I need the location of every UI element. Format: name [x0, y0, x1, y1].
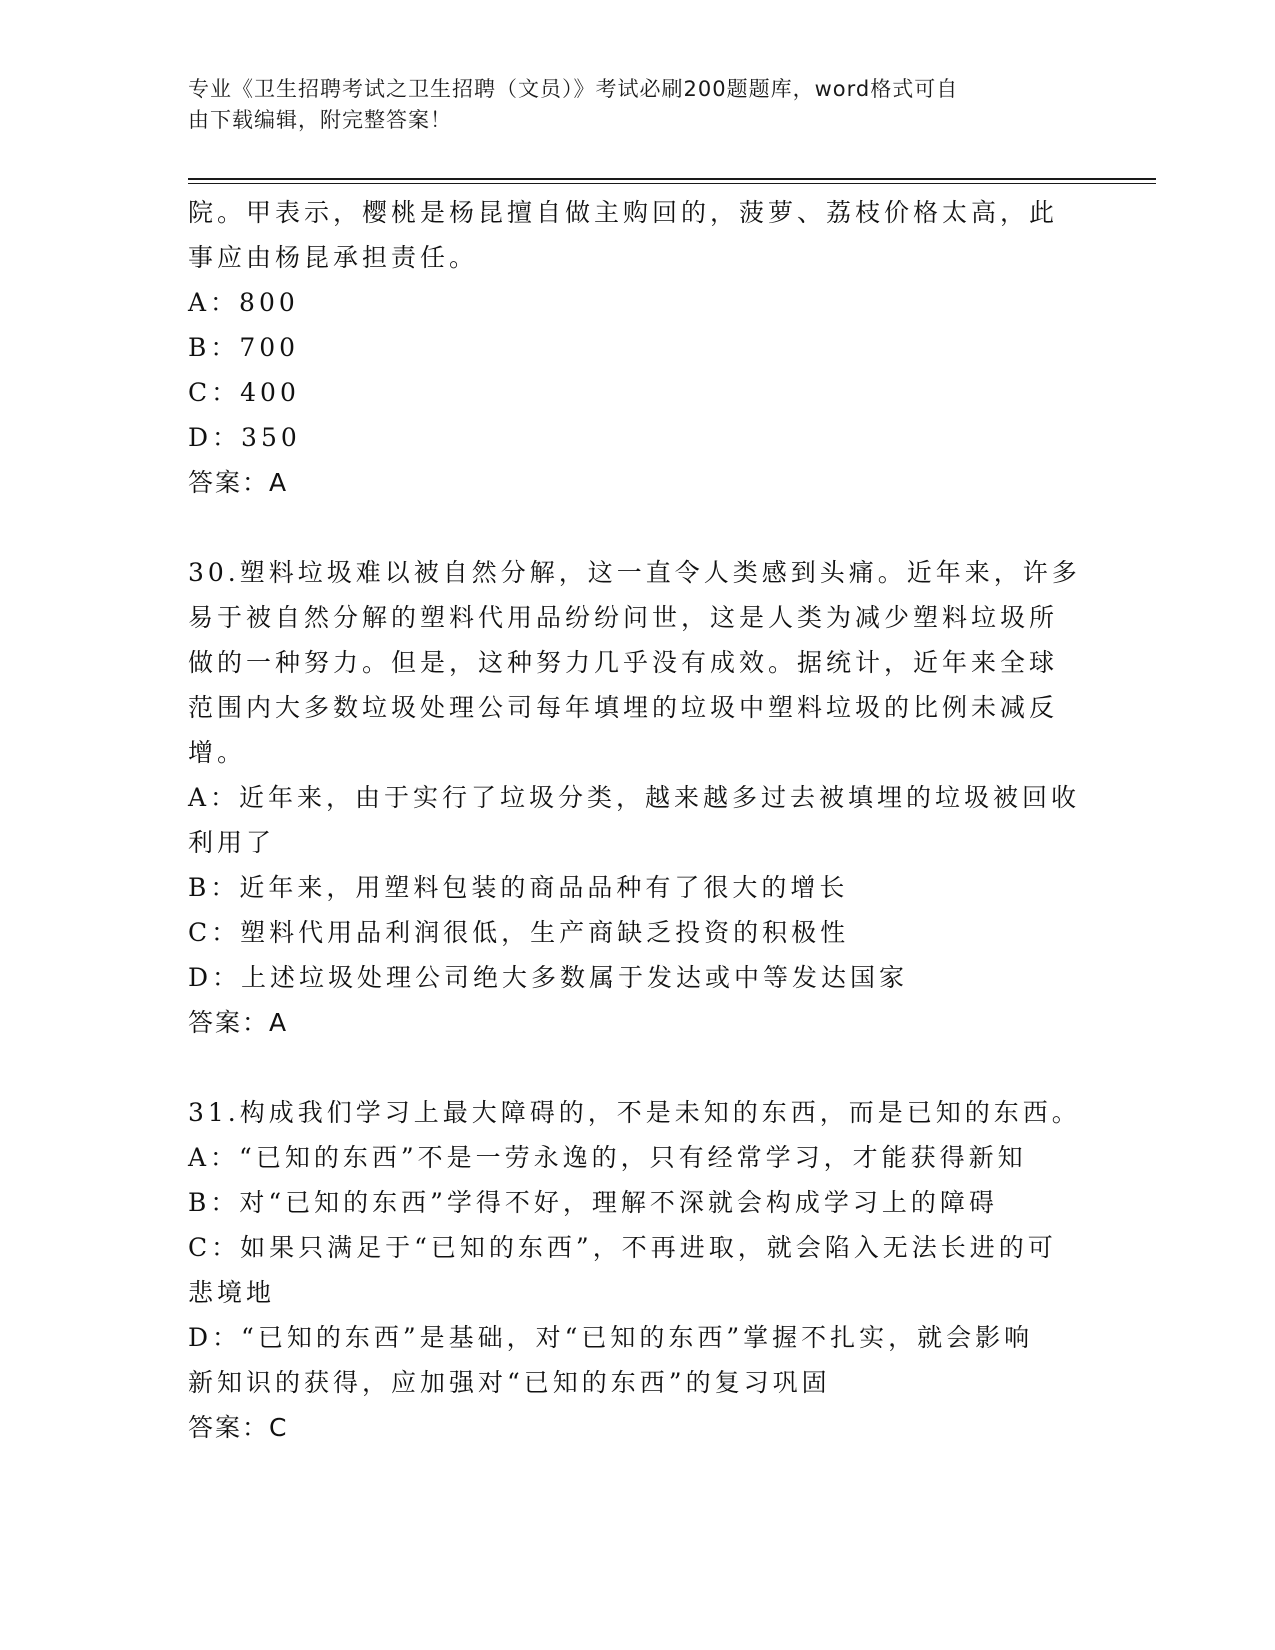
option-a-continued: 利用了 [188, 828, 276, 857]
option-c: C：塑料代用品利润很低，生产商缺乏投资的积极性 [188, 918, 850, 947]
question-stem-line: 事应由杨昆承担责任。 [188, 243, 479, 272]
option-a: A：800 [188, 288, 299, 317]
question-stem-line: 31.构成我们学习上最大障碍的，不是未知的东西，而是已知的东西。 [188, 1098, 1081, 1127]
option-d: D：350 [188, 423, 301, 452]
question-30 [188, 550, 1088, 1045]
section-gap [188, 1045, 1088, 1090]
document-header [188, 74, 1068, 136]
answer-line: 答案：C [188, 1413, 289, 1442]
option-c: C：如果只满足于“已知的东西”，不再进取，就会陷入无法长进的可 [188, 1233, 1057, 1262]
option-d: D：“已知的东西”是基础，对“已知的东西”掌握不扎实，就会影响 [188, 1323, 1034, 1352]
option-d: D：上述垃圾处理公司绝大多数属于发达或中等发达国家 [188, 963, 909, 992]
option-a: A：近年来，由于实行了垃圾分类，越来越多过去被填埋的垃圾被回收 [188, 783, 1081, 812]
option-b: B：近年来，用塑料包装的商品品种有了很大的增长 [188, 873, 849, 902]
header-title-line-2: 由下载编辑，附完整答案！ [188, 108, 452, 132]
question-stem-line: 做的一种努力。但是，这种努力几乎没有成效。据统计，近年来全球 [188, 648, 1059, 677]
question-stem-line: 易于被自然分解的塑料代用品纷纷问世，这是人类为减少塑料垃圾所 [188, 603, 1059, 632]
document-body [188, 190, 1088, 1450]
question-31 [188, 1090, 1088, 1450]
section-gap [188, 505, 1088, 550]
header-divider-thick [188, 178, 1156, 180]
question-stem-line: 增。 [188, 738, 247, 767]
question-stem-line: 范围内大多数垃圾处理公司每年填埋的垃圾中塑料垃圾的比例未减反 [188, 693, 1059, 722]
option-c: C：400 [188, 378, 300, 407]
question-stem-line: 30.塑料垃圾难以被自然分解，这一直令人类感到头痛。近年来，许多 [188, 558, 1081, 587]
header-title-line-1: 专业《卫生招聘考试之卫生招聘（文员）》考试必刷200题题库，word格式可自 [188, 77, 959, 101]
header-divider-thin [188, 183, 1156, 184]
answer-line: 答案：A [188, 468, 289, 497]
option-c-continued: 悲境地 [188, 1278, 276, 1307]
option-d-continued: 新知识的获得，应加强对“已知的东西”的复习巩固 [188, 1368, 831, 1397]
answer-line: 答案：A [188, 1008, 289, 1037]
option-b: B：对“已知的东西”学得不好，理解不深就会构成学习上的障碍 [188, 1188, 998, 1217]
question-29 [188, 190, 1088, 505]
option-a: A：“已知的东西”不是一劳永逸的，只有经常学习，才能获得新知 [188, 1143, 1027, 1172]
option-b: B：700 [188, 333, 300, 362]
question-stem-line: 院。甲表示，樱桃是杨昆擅自做主购回的，菠萝、荔枝价格太高，此 [188, 198, 1059, 227]
